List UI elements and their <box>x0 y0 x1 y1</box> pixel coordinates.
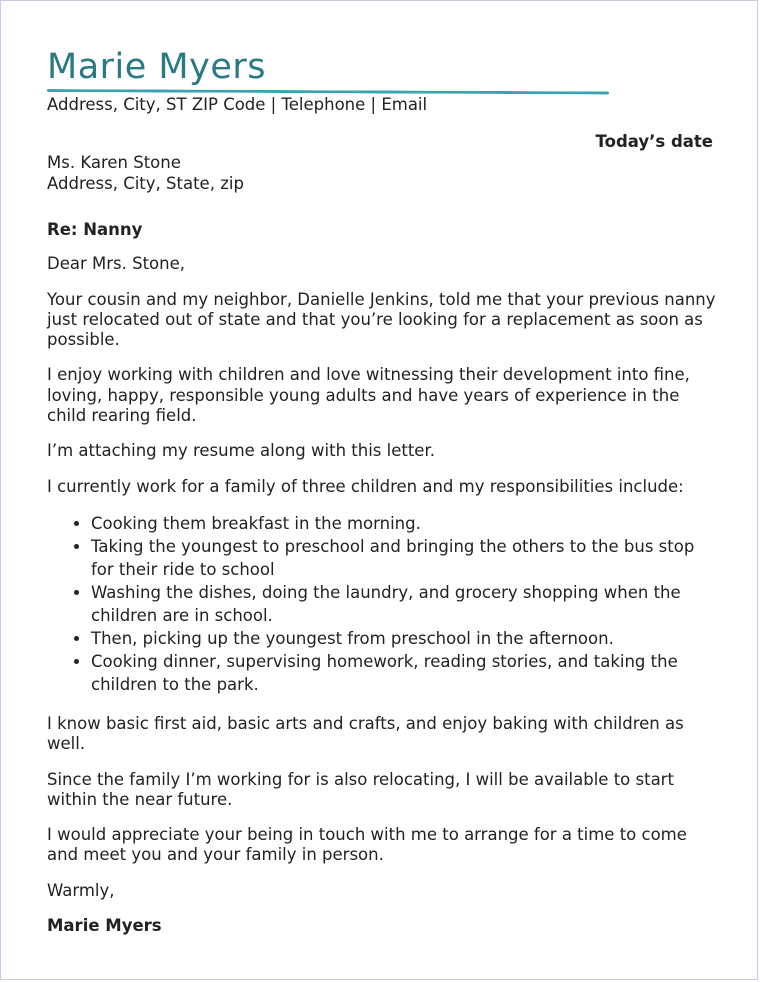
paragraph-referral: Your cousin and my neighbor, Danielle Jenkins, told me that your previous nanny just relocated out of state and that you’re looking for a replacement as soon as possible. <box>47 289 716 350</box>
paragraph-contact-request: I would appreciate your being in touch with me to arrange for a time to come and meet you and your family in person. <box>47 825 687 865</box>
sender-contact-line: Address, City, ST ZIP Code | Telephone | Email <box>47 95 428 114</box>
salutation: Dear Mrs. Stone, <box>47 254 185 274</box>
list-item: • Washing the dishes, doing the laundry, and grocery shopping when the children are in school. <box>91 581 717 627</box>
recipient-address: Address, City, State, zip <box>47 174 244 193</box>
list-item: • Taking the youngest to preschool and bringing the others to the bus stop for their ride to school <box>91 535 717 581</box>
paragraph-resume: I’m attaching my resume along with this letter. <box>47 441 435 461</box>
signature-name: Marie Myers <box>47 916 162 936</box>
paragraph-availability: Since the family I’m working for is also relocating, I will be available to start within the near future. <box>47 769 674 809</box>
list-item: • Cooking them breakfast in the morning. <box>91 512 717 535</box>
list-item: • Then, picking up the youngest from preschool in the afternoon. <box>91 627 717 650</box>
signoff: Warmly, <box>47 880 115 900</box>
paragraph-responsibilities-intro: I currently work for a family of three children and my responsibilities include: <box>47 476 684 496</box>
paragraph-skills: I know basic first aid, basic arts and crafts, and enjoy baking with children as well. <box>47 713 684 754</box>
subject-line: Re: Nanny <box>47 220 143 239</box>
recipient-block <box>47 152 244 194</box>
recipient-name: Ms. Karen Stone <box>47 153 181 172</box>
letter-date: Today’s date <box>595 132 713 151</box>
sender-name: Marie Myers <box>47 47 266 87</box>
responsibilities-list <box>47 512 717 696</box>
list-item: • Cooking dinner, supervising homework, reading stories, and taking the children to the park. <box>91 650 717 696</box>
paragraph-experience: I enjoy working with children and love witnessing their development into fine, loving, happy, responsible young adults and have years of experience in the child rearing field. <box>47 365 690 426</box>
letter-body <box>47 220 717 951</box>
